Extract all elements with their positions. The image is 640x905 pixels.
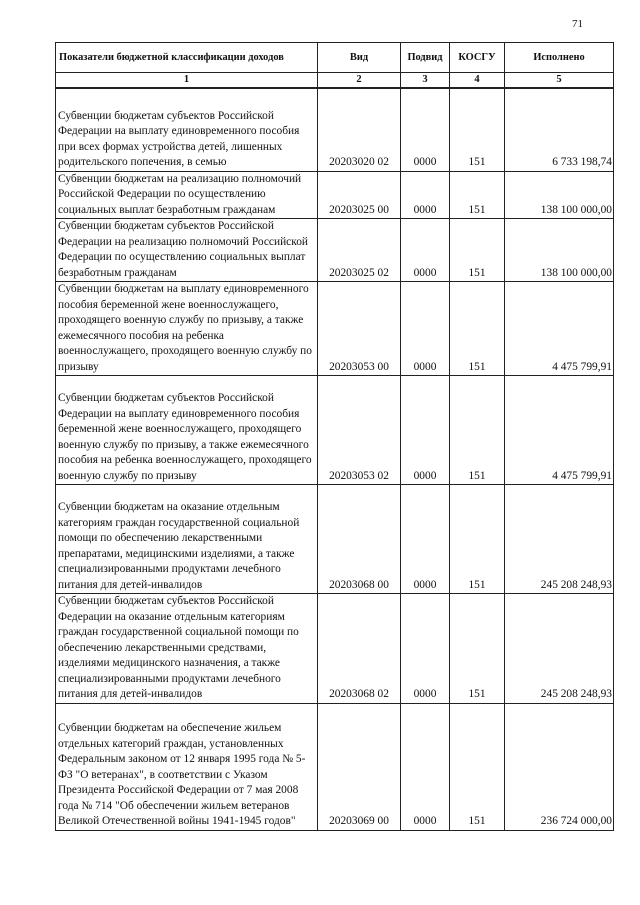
row-kosgu: 151 xyxy=(450,594,505,704)
row-podvid: 0000 xyxy=(401,282,450,376)
column-number: 3 xyxy=(401,73,450,89)
row-vid-code: 20203069 00 xyxy=(318,703,401,830)
row-description: Субвенции бюджетам субъектов Российской Федерации на реализацию полномочий Российской Федерации по осуществлению социальных выплат безработным гражданам xyxy=(56,219,318,282)
header-kosgu: КОСГУ xyxy=(450,43,505,73)
row-description: Субвенции бюджетам субъектов Российской Федерации на выплату единовременного пособия беременной жене военнослужащего, проходящего военную службу по призыву, а также ежемесячного пособия на ребенка военнослужащего, проходящего военную службу по призыву xyxy=(56,376,318,485)
row-description: Субвенции бюджетам субъектов Российской Федерации на выплату единовременного пособия при всех формах устройства детей, лишенных родительского попечения, в семью xyxy=(56,88,318,171)
table-row xyxy=(56,703,614,830)
row-executed-amount: 236 724 000,00 xyxy=(505,703,614,830)
row-executed-amount: 4 475 799,91 xyxy=(505,376,614,485)
row-description: Субвенции бюджетам на оказание отдельным категориям граждан государственной социальной помощи по обеспечению лекарственными препаратами, медицинскими изделиями, а также специализированными продуктами лечебного питания для детей-инвалидов xyxy=(56,485,318,594)
column-number: 5 xyxy=(505,73,614,89)
row-executed-amount: 245 208 248,93 xyxy=(505,594,614,704)
row-vid-code: 20203068 02 xyxy=(318,594,401,704)
row-podvid: 0000 xyxy=(401,485,450,594)
row-podvid: 0000 xyxy=(401,88,450,171)
row-executed-amount: 245 208 248,93 xyxy=(505,485,614,594)
row-podvid: 0000 xyxy=(401,171,450,219)
row-kosgu: 151 xyxy=(450,703,505,830)
row-vid-code: 20203020 02 xyxy=(318,88,401,171)
row-podvid: 0000 xyxy=(401,594,450,704)
row-description: Субвенции бюджетам субъектов Российской Федерации на оказание отдельным категориям граждан государственной социальной помощи по обеспечению лекарственными средствами, изделиями медицинского назначения, а также специализированными продуктами лечебного питания для детей-инвалидов xyxy=(56,594,318,704)
table-row xyxy=(56,88,614,171)
header-vid: Вид xyxy=(318,43,401,73)
row-podvid: 0000 xyxy=(401,219,450,282)
row-podvid: 0000 xyxy=(401,703,450,830)
row-executed-amount: 4 475 799,91 xyxy=(505,282,614,376)
row-executed-amount: 138 100 000,00 xyxy=(505,219,614,282)
column-number: 2 xyxy=(318,73,401,89)
row-vid-code: 20203025 02 xyxy=(318,219,401,282)
header-executed: Исполнено xyxy=(505,43,614,73)
row-description: Субвенции бюджетам на обеспечение жильем отдельных категорий граждан, установленных Федеральным законом от 12 января 1995 года № 5-ФЗ "О ветеранах", в соответствии с Указом Президента Российской Федерации от 7 мая 2008 года № 714 "Об обеспечении жильем ветеранов Великой Отечественной войны 1941-1945 годов" xyxy=(56,703,318,830)
row-vid-code: 20203068 00 xyxy=(318,485,401,594)
row-executed-amount: 138 100 000,00 xyxy=(505,171,614,219)
header-indicator: Показатели бюджетной классификации доходов xyxy=(56,43,318,73)
column-number: 4 xyxy=(450,73,505,89)
table-row xyxy=(56,485,614,594)
row-kosgu: 151 xyxy=(450,376,505,485)
row-kosgu: 151 xyxy=(450,171,505,219)
table-row xyxy=(56,376,614,485)
row-kosgu: 151 xyxy=(450,485,505,594)
row-executed-amount: 6 733 198,74 xyxy=(505,88,614,171)
column-number-row xyxy=(56,73,614,89)
table-row xyxy=(56,219,614,282)
row-description: Субвенции бюджетам на выплату единовременного пособия беременной жене военнослужащего, проходящего военную службу по призыву, а также ежемесячного пособия на ребенка военнослужащего, проходящего военную службу по призыву xyxy=(56,282,318,376)
row-vid-code: 20203025 00 xyxy=(318,171,401,219)
row-vid-code: 20203053 00 xyxy=(318,282,401,376)
table-row xyxy=(56,171,614,219)
row-vid-code: 20203053 02 xyxy=(318,376,401,485)
header-row xyxy=(56,43,614,73)
row-kosgu: 151 xyxy=(450,88,505,171)
row-kosgu: 151 xyxy=(450,282,505,376)
budget-revenue-table xyxy=(55,42,614,831)
header-podvid: Подвид xyxy=(401,43,450,73)
table-row xyxy=(56,282,614,376)
row-description: Субвенции бюджетам на реализацию полномочий Российской Федерации по осуществлению социальных выплат безработным гражданам xyxy=(56,171,318,219)
column-number: 1 xyxy=(56,73,318,89)
page-number: 71 xyxy=(572,18,583,30)
row-podvid: 0000 xyxy=(401,376,450,485)
row-kosgu: 151 xyxy=(450,219,505,282)
table-row xyxy=(56,594,614,704)
